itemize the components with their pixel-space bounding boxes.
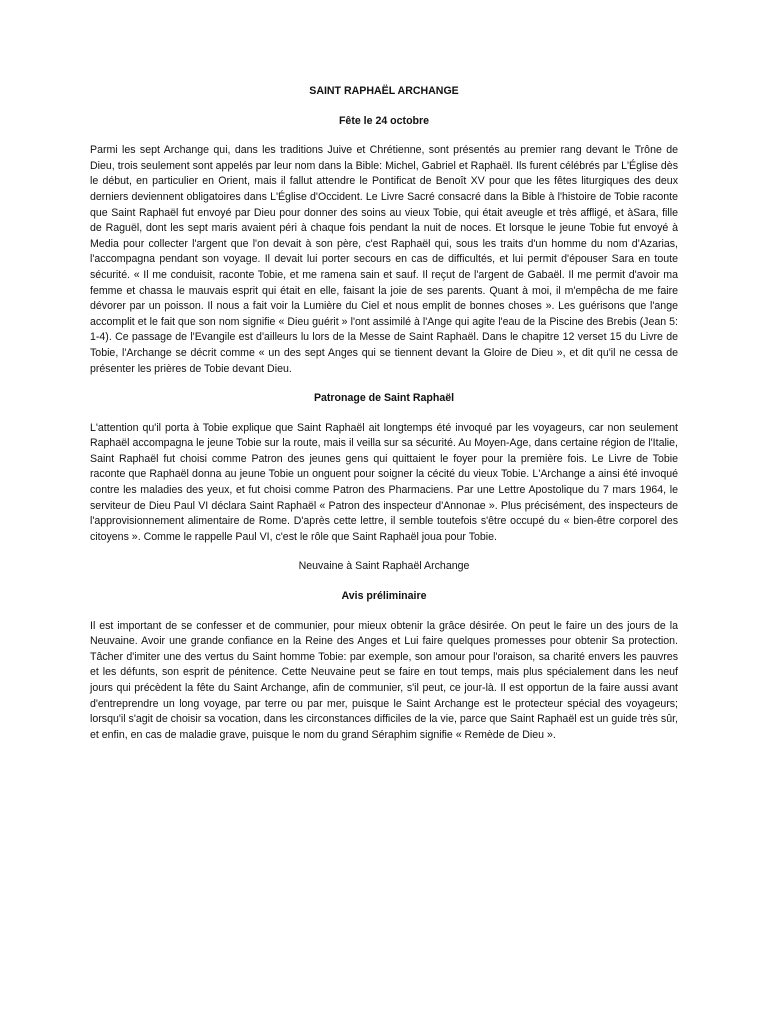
neuvaine-heading: Neuvaine à Saint Raphaël Archange [298,560,470,573]
feast-date-heading: Fête le 24 octobre [338,114,430,127]
intro-paragraph: Parmi les sept Archange qui, dans les traditions Juive et Chrétienne, sont présentés au premier rang devant le Trône de Dieu, trois seulement sont appelés par leur nom dans la Bible: Michel, Gabriel et Raphaël. Ils furent célébrés par L'Église dès le début, en particulier en Orient, mais il fallut attendre le Pontificat de Benoît XV pour que les fêtes liturgiques des deux derniers deviennent obligatoires dans L'Église d'Occident. Le Livre Sacré consacré dans la Bible à l'histoire de Tobie raconte que Saint Raphaël fut envoyé par Dieu pour donner des soins au vieux Tobie, qui était aveugle et très affligé, et àSara, fille de Raguël, dont les sept maris avaient péri à chaque fois pendant la nuit de noces. Et lorsque le jeune Tobie fut envoyé à Media pour collecter l'argent que l'on devait à son père, c'est Raphaël qui, sous les traits d'un homme du nom d'Azarias, l'accompagna pendant son voyage. Il devait lui porter secours en cas de difficultés, et lui permit d'épouser Sara en toute sécurité. « Il me conduisit, raconte Tobie, et me ramena sain et sauf. Il reçut de l'argent de Gabaël. Il me permit d'avoir ma femme et chassa le mauvais esprit qui était en elle, faisant la joie de ses parents. Quant à moi, il m'empêcha de me faire dévorer par un poisson. Il nous a fait voir la Lumière du Ciel et nous emplit de bonnes choses ». Les guérisons que l'ange accomplit et le fait que son nom signifie « Dieu guérit » l'ont assimilé à l'Ange qui agite l'eau de la Piscine des Brebis (Jean 5: 1-4). Ce passage de l'Evangile est d'ailleurs lu lors de la Messe de Saint Raphaël. Dans le chapitre 12 verset 15 du Livre de Tobie, l'Archange se décrit comme « un des sept Anges qui se tiennent devant la Gloire de Dieu », et dit qu'il ne cessa de présenter les prières de Tobie devant Dieu. [90,144,678,375]
avis-paragraph: Il est important de se confesser et de communier, pour mieux obtenir la grâce désirée. On peut le faire un des jours de la Neuvaine. Avoir une grande confiance en la Reine des Anges et Lui faire quelques promesses pour obtenir Sa protection. Tâcher d'imiter une des vertus du Saint homme Tobie: par exemple, son amour pour l'oraison, sa charité envers les pauvres et les défunts, son esprit de pénitence. Cette Neuvaine peut se faire en tout temps, mais plus spécialement dans les neuf jours qui précèdent la fête du Saint Archange, afin de communier, s'il peut, ce jour-là. Il est opportun de la faire aussi avant d'entreprendre un long voyage, par terre ou par mer, puisque le Saint Archange est le protecteur spécial des voyageurs; lorsqu'il s'agit de choisir sa vocation, dans les circonstances difficiles de la vie, parce que Saint Raphaël est un guide très sûr, et enfin, en cas de maladie grave, puisque le nom du grand Séraphim signifie « Remède de Dieu ». [90,619,678,741]
avis-heading: Avis préliminaire [341,590,427,603]
patronage-heading: Patronage de Saint Raphaël [313,392,455,405]
patronage-paragraph: L'attention qu'il porta à Tobie explique que Saint Raphaël ait longtemps été invoqué par les voyageurs, car non seulement Raphaël accompagna le jeune Tobie sur la route, mais il veilla sur sa sécurité. Au Moyen-Age, dans certaine région de l'Italie, Saint Raphaël fut choisi comme Patron des jeunes gens qui quittaient le foyer pour la première fois. Le Livre de Tobie raconte que Raphaël donna au jeune Tobie un onguent pour soigner la cécité du vieux Tobie. L'Archange a ainsi été invoqué contre les maladies des yeux, et fut choisi comme Patron des Pharmaciens. Par une Lettre Apostolique du 7 mars 1964, le serviteur de Dieu Paul VI déclara Saint Raphaël « Patron des inspecteur d'Annonae ». Plus précisément, des inspecteurs de l'approvisionnement alimentaire de Rome. D'après cette lettre, il semble toutefois s'être occupé du « bien-être corporel des citoyens ». Comme le rappelle Paul VI, c'est le rôle que Saint Raphaël joua pour Tobie. [90,421,678,543]
document-title: SAINT RAPHAËL ARCHANGE [309,85,459,97]
document-page [90,80,678,743]
